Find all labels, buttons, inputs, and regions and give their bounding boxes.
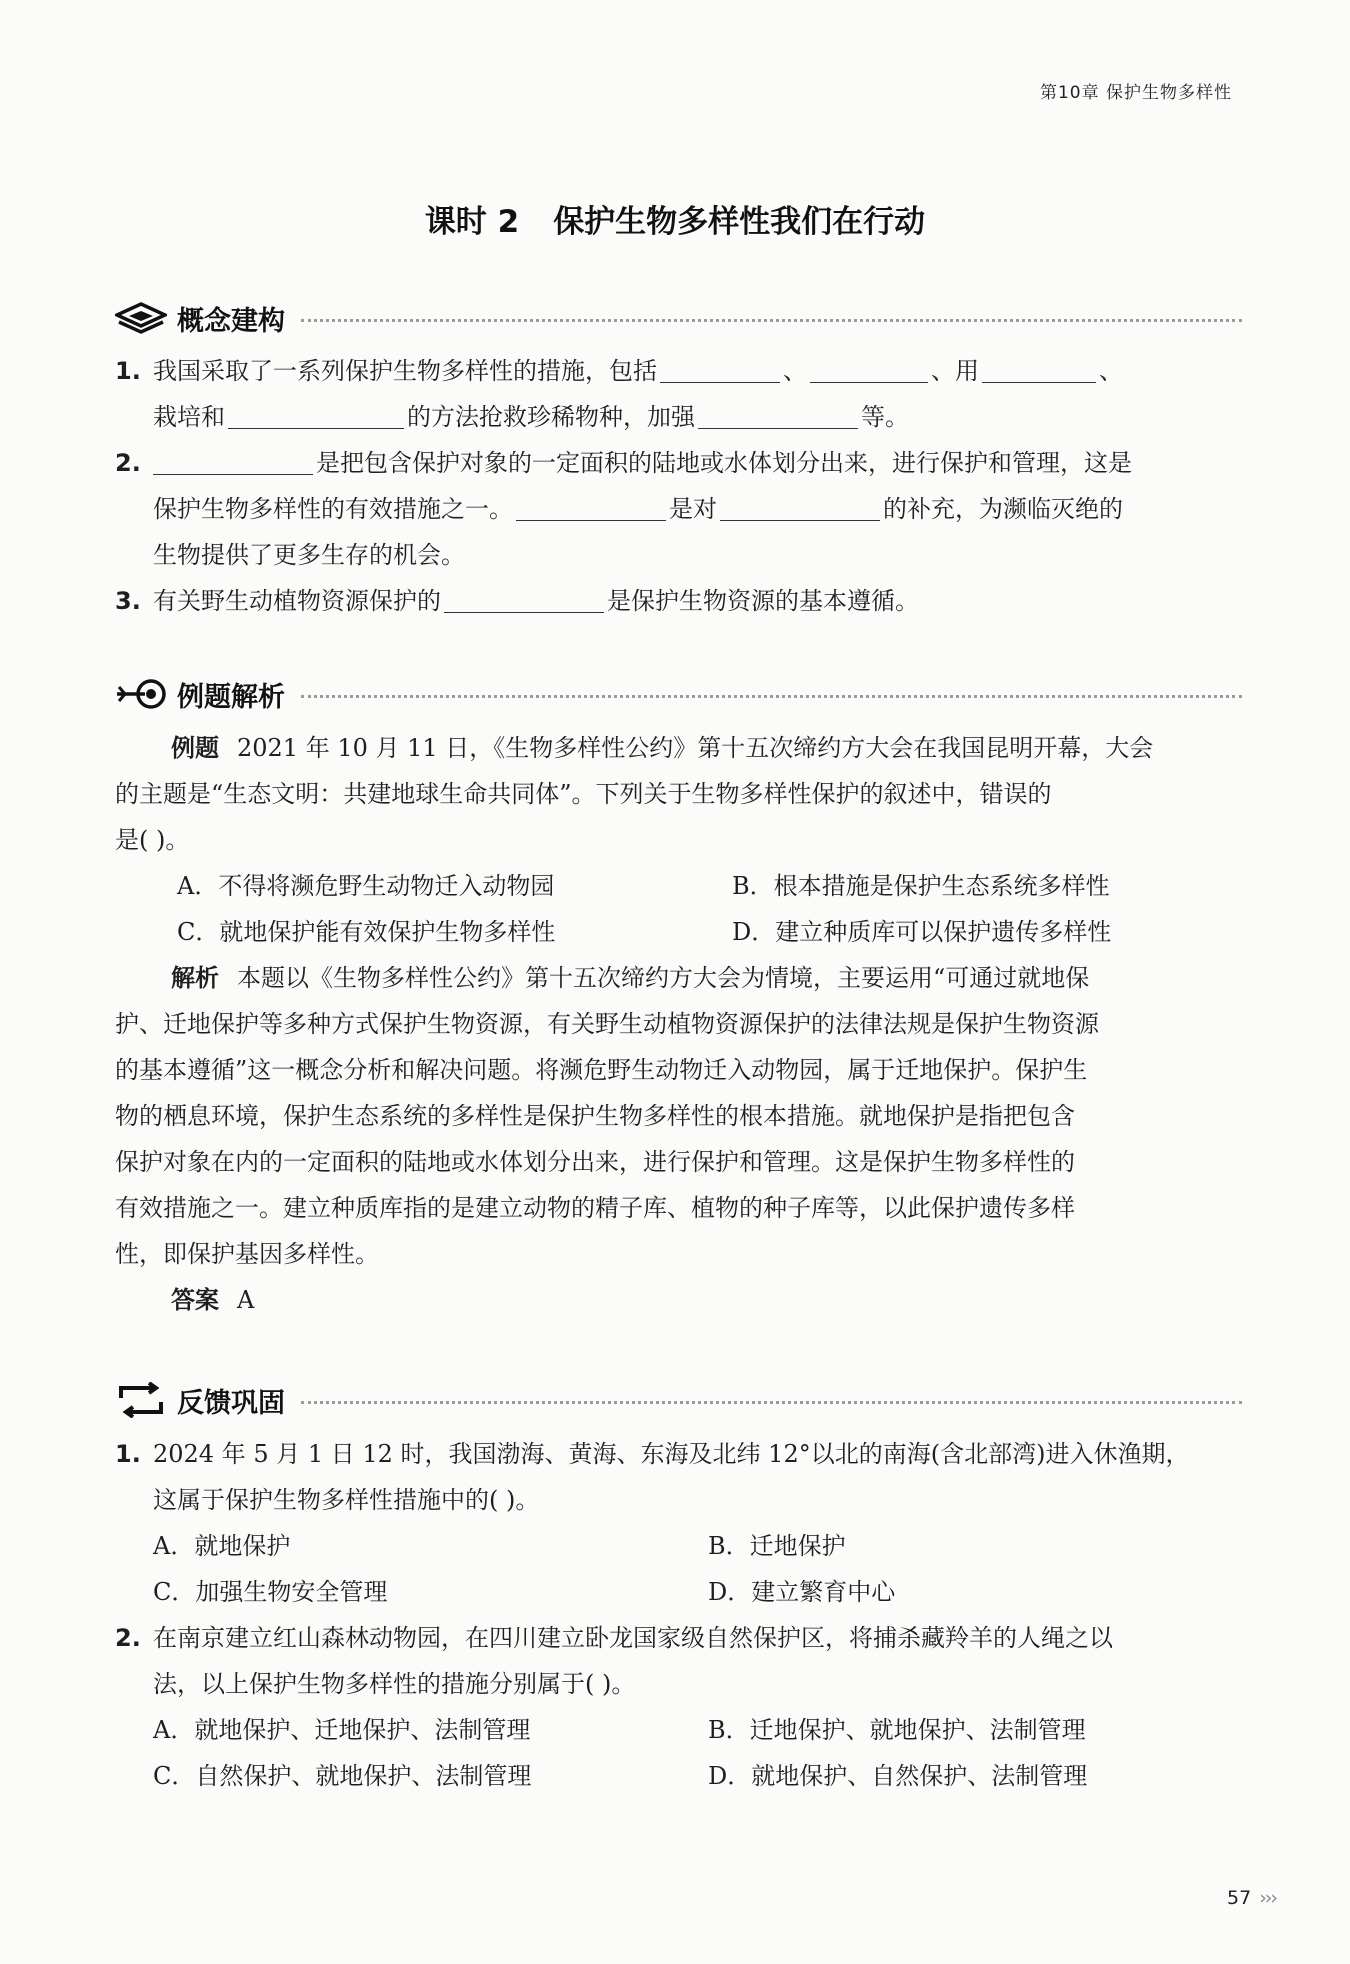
answer-blank[interactable] (720, 492, 880, 521)
section-header-example (115, 672, 1242, 716)
concept-question-1: 1. 我国采取了一系列保护生物多样性的措施，包括 、 、用 、 栽培和 的方法抢救珍稀物种，加强 等。 (115, 348, 1240, 440)
feedback-questions (115, 1431, 1240, 1799)
answer-label: 答案 (171, 1286, 219, 1314)
example-stem: 例题 2021 年 10 月 11 日，《生物多样性公约》第十五次缔约方大会在我国昆明开幕，大会 (171, 734, 1154, 762)
option-c[interactable]: C．就地保护能有效保护生物多样性 (177, 918, 556, 946)
option-b[interactable]: B．迁地保护、就地保护、法制管理 (708, 1716, 1086, 1744)
option-c[interactable]: C．加强生物安全管理 (153, 1578, 388, 1606)
section-header-concept (115, 296, 1242, 340)
example-options (115, 863, 1240, 955)
answer-value: A (237, 1286, 255, 1314)
answer-blank[interactable] (810, 354, 928, 383)
option-c[interactable]: C．自然保护、就地保护、法制管理 (153, 1762, 532, 1790)
dotted-rule (301, 695, 1242, 698)
concept-question-3: 3. 有关野生动植物资源保护的 是保护生物资源的基本遵循。 (115, 578, 1240, 624)
feedback-question-2: 2. 在南京建立红山森林动物园，在四川建立卧龙国家级自然保护区，将捕杀藏羚羊的人绳之以 法，以上保护生物多样性的措施分别属于( )。 (115, 1615, 1240, 1707)
section-label: 反馈巩固 (177, 1387, 285, 1419)
option-d[interactable]: D．就地保护、自然保护、法制管理 (708, 1762, 1088, 1790)
answer-blank[interactable] (982, 354, 1096, 383)
example-stem-line: 是( )。 (115, 826, 190, 854)
answer-blank[interactable] (698, 400, 858, 429)
section-label: 概念建构 (177, 305, 285, 337)
chevrons-right-icon: ››› (1259, 1887, 1276, 1909)
answer-blank[interactable] (516, 492, 666, 521)
option-a[interactable]: A．就地保护 (153, 1532, 291, 1560)
lesson-name: 保护生物多样性我们在行动 (553, 204, 926, 240)
analysis-line: 有效措施之一。建立种质库指的是建立动物的精子库、植物的种子库等，以此保护遗传多样 (115, 1194, 1075, 1222)
analysis-line: 的基本遵循”这一概念分析和解决问题。将濒危野生动物迁入动物园，属于迁地保护。保护生 (115, 1056, 1088, 1084)
dotted-rule (301, 1401, 1242, 1404)
lesson-title (0, 196, 1350, 241)
analysis-line: 物的栖息环境，保护生态系统的多样性是保护生物多样性的根本措施。就地保护是指把包含 (115, 1102, 1075, 1130)
page-number: 57 ››› (1227, 1887, 1276, 1909)
feedback-1-options (115, 1523, 1240, 1615)
option-a[interactable]: A．不得将濒危野生动物迁入动物园 (177, 872, 555, 900)
question-number: 3. (115, 587, 141, 615)
question-number: 1. (115, 357, 141, 385)
example-stem-line: 的主题是“生态文明：共建地球生命共同体”。下列关于生物多样性保护的叙述中，错误的 (115, 780, 1052, 808)
example-label: 例题 (171, 734, 219, 762)
example-block (115, 725, 1240, 1323)
analysis-line: 保护对象在内的一定面积的陆地或水体划分出来，进行保护和管理。这是保护生物多样性的 (115, 1148, 1075, 1176)
chapter-header: 第10章 保护生物多样性 (1039, 83, 1232, 103)
answer-line (115, 1277, 1240, 1323)
section-header-feedback (115, 1378, 1242, 1422)
option-d[interactable]: D．建立种质库可以保护遗传多样性 (732, 918, 1112, 946)
dotted-rule (301, 319, 1242, 322)
option-d[interactable]: D．建立繁育中心 (708, 1578, 896, 1606)
answer-blank[interactable] (444, 584, 604, 613)
analysis-line: 性，即保护基因多样性。 (115, 1240, 379, 1268)
feedback-question-1: 1. 2024 年 5 月 1 日 12 时，我国渤海、黄海、东海及北纬 12°以北的南海(含北部湾)进入休渔期， 这属于保护生物多样性措施中的( )。 (115, 1431, 1240, 1523)
analysis-line: 解析 本题以《生物多样性公约》第十五次缔约方大会为情境，主要运用“可通过就地保 (171, 964, 1090, 992)
concept-question-2: 2. 是把包含保护对象的一定面积的陆地或水体划分出来，进行保护和管理，这是 保护生物多样性的有效措施之一。 是对 的补充，为濒临灭绝的 生物提供了更多生存的机会。 (115, 440, 1240, 578)
option-a[interactable]: A．就地保护、迁地保护、法制管理 (153, 1716, 531, 1744)
target-arrow-icon (115, 676, 167, 712)
analysis-label: 解析 (171, 964, 219, 992)
question-number: 2. (115, 449, 141, 477)
section-label: 例题解析 (177, 681, 285, 713)
layers-icon (115, 300, 167, 336)
analysis-line: 护、迁地保护等多种方式保护生物资源，有关野生动植物资源保护的法律法规是保护生物资源 (115, 1010, 1099, 1038)
option-b[interactable]: B．根本措施是保护生态系统多样性 (732, 872, 1110, 900)
option-b[interactable]: B．迁地保护 (708, 1532, 846, 1560)
question-number: 1. (115, 1440, 141, 1468)
question-number: 2. (115, 1624, 141, 1652)
cycle-arrows-icon (115, 1382, 167, 1418)
answer-blank[interactable] (660, 354, 780, 383)
answer-blank[interactable] (228, 400, 404, 429)
concept-questions (115, 348, 1240, 624)
feedback-2-options (115, 1707, 1240, 1799)
answer-blank[interactable] (153, 446, 313, 475)
lesson-number: 课时 2 (424, 204, 520, 240)
